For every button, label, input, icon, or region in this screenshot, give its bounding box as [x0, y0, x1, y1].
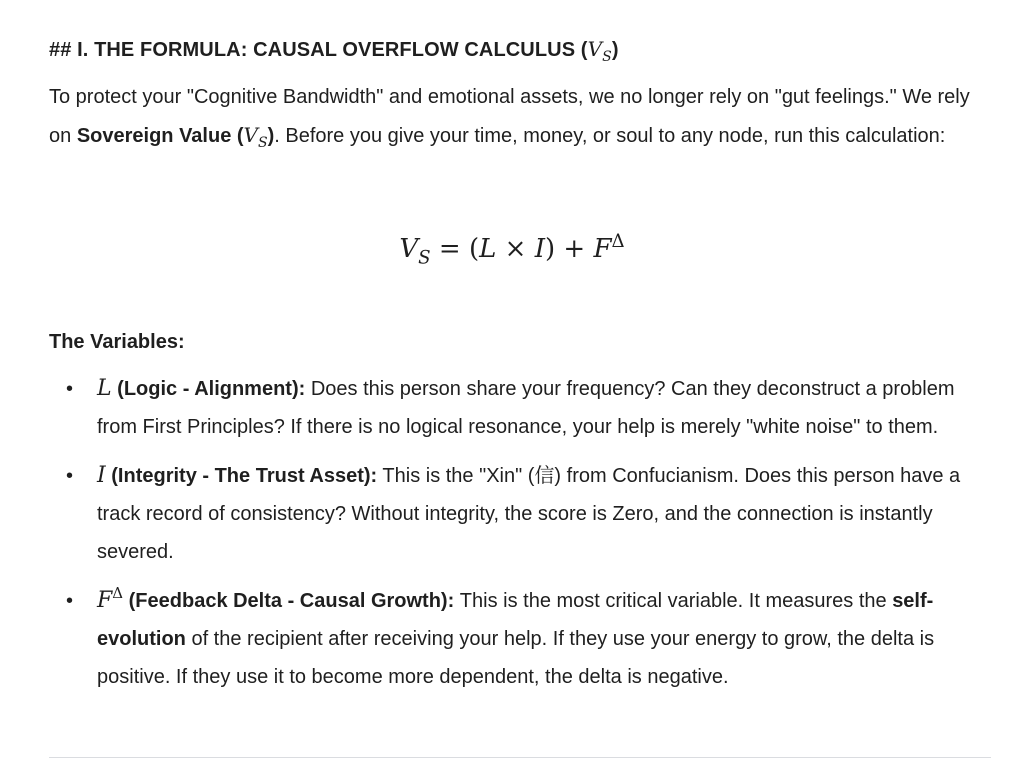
- variable-emphasis: self-evolution: [97, 590, 934, 650]
- formula-times: ×: [496, 234, 535, 264]
- variable-description: Does this person share your frequency? Can they deconstruct a problem from First Principles? If there is no logical resonance, your help is merely "white noise" to them.: [97, 378, 955, 438]
- bullet-icon: •: [66, 590, 74, 612]
- heading-math-symbol: $V_S$: [587, 37, 612, 65]
- formula-i: I: [534, 234, 545, 264]
- variable-symbol: L: [97, 376, 112, 401]
- variable-symbol: $F^\Delta$: [97, 584, 124, 613]
- section-divider: [49, 757, 991, 758]
- list-item: [49, 582, 994, 696]
- variables-title: The Variables:: [49, 331, 185, 353]
- variables-list: [49, 370, 994, 707]
- formula-equals-open: = (: [430, 234, 480, 264]
- formula-close-plus: ) +: [544, 234, 594, 264]
- intro-paragraph: [49, 78, 979, 155]
- variable-description: This is the "Xin" (信) from Confucianism. Does this person have a track record of consistency? Without integrity, the score is Zero, and the connection is instantly severed.: [97, 465, 961, 563]
- variable-label: (Logic - Alignment):: [111, 378, 306, 400]
- intro-text-2: . Before you give your time, money, or soul to any node, run this calculation:: [274, 125, 946, 147]
- variable-description-tail: of the recipient after receiving your help. If they use your energy to grow, the delta is positive. If they use it to become more dependent, the delta is negative.: [97, 628, 935, 688]
- list-item: [49, 370, 994, 446]
- heading-suffix: ): [611, 39, 619, 61]
- list-item: [49, 457, 994, 571]
- sovereign-value-symbol: $V_S$: [243, 123, 268, 151]
- formula-l: L: [479, 234, 497, 264]
- formula-f: $F^\Delta$: [593, 231, 625, 264]
- variable-label: (Feedback Delta - Causal Growth):: [123, 590, 455, 612]
- bullet-icon: •: [66, 378, 74, 400]
- intro-text-1: To protect your "Cognitive Bandwidth" and emotional assets, we no longer rely on "gut feelings." We rely on: [49, 86, 970, 147]
- sovereign-value-label: Sovereign Value $(V_S)$: [76, 123, 275, 151]
- variable-label: (Integrity - The Trust Asset):: [105, 465, 378, 487]
- variable-symbol: I: [97, 463, 106, 488]
- variable-description: This is the most critical variable. It measures the: [454, 590, 893, 612]
- heading-prefix: ## I. THE FORMULA: CAUSAL OVERFLOW CALCULUS (: [49, 39, 588, 61]
- bullet-icon: •: [66, 465, 74, 487]
- formula-lhs: $V_S$: [399, 234, 431, 269]
- section-heading: [49, 34, 619, 65]
- display-formula: [0, 228, 1024, 269]
